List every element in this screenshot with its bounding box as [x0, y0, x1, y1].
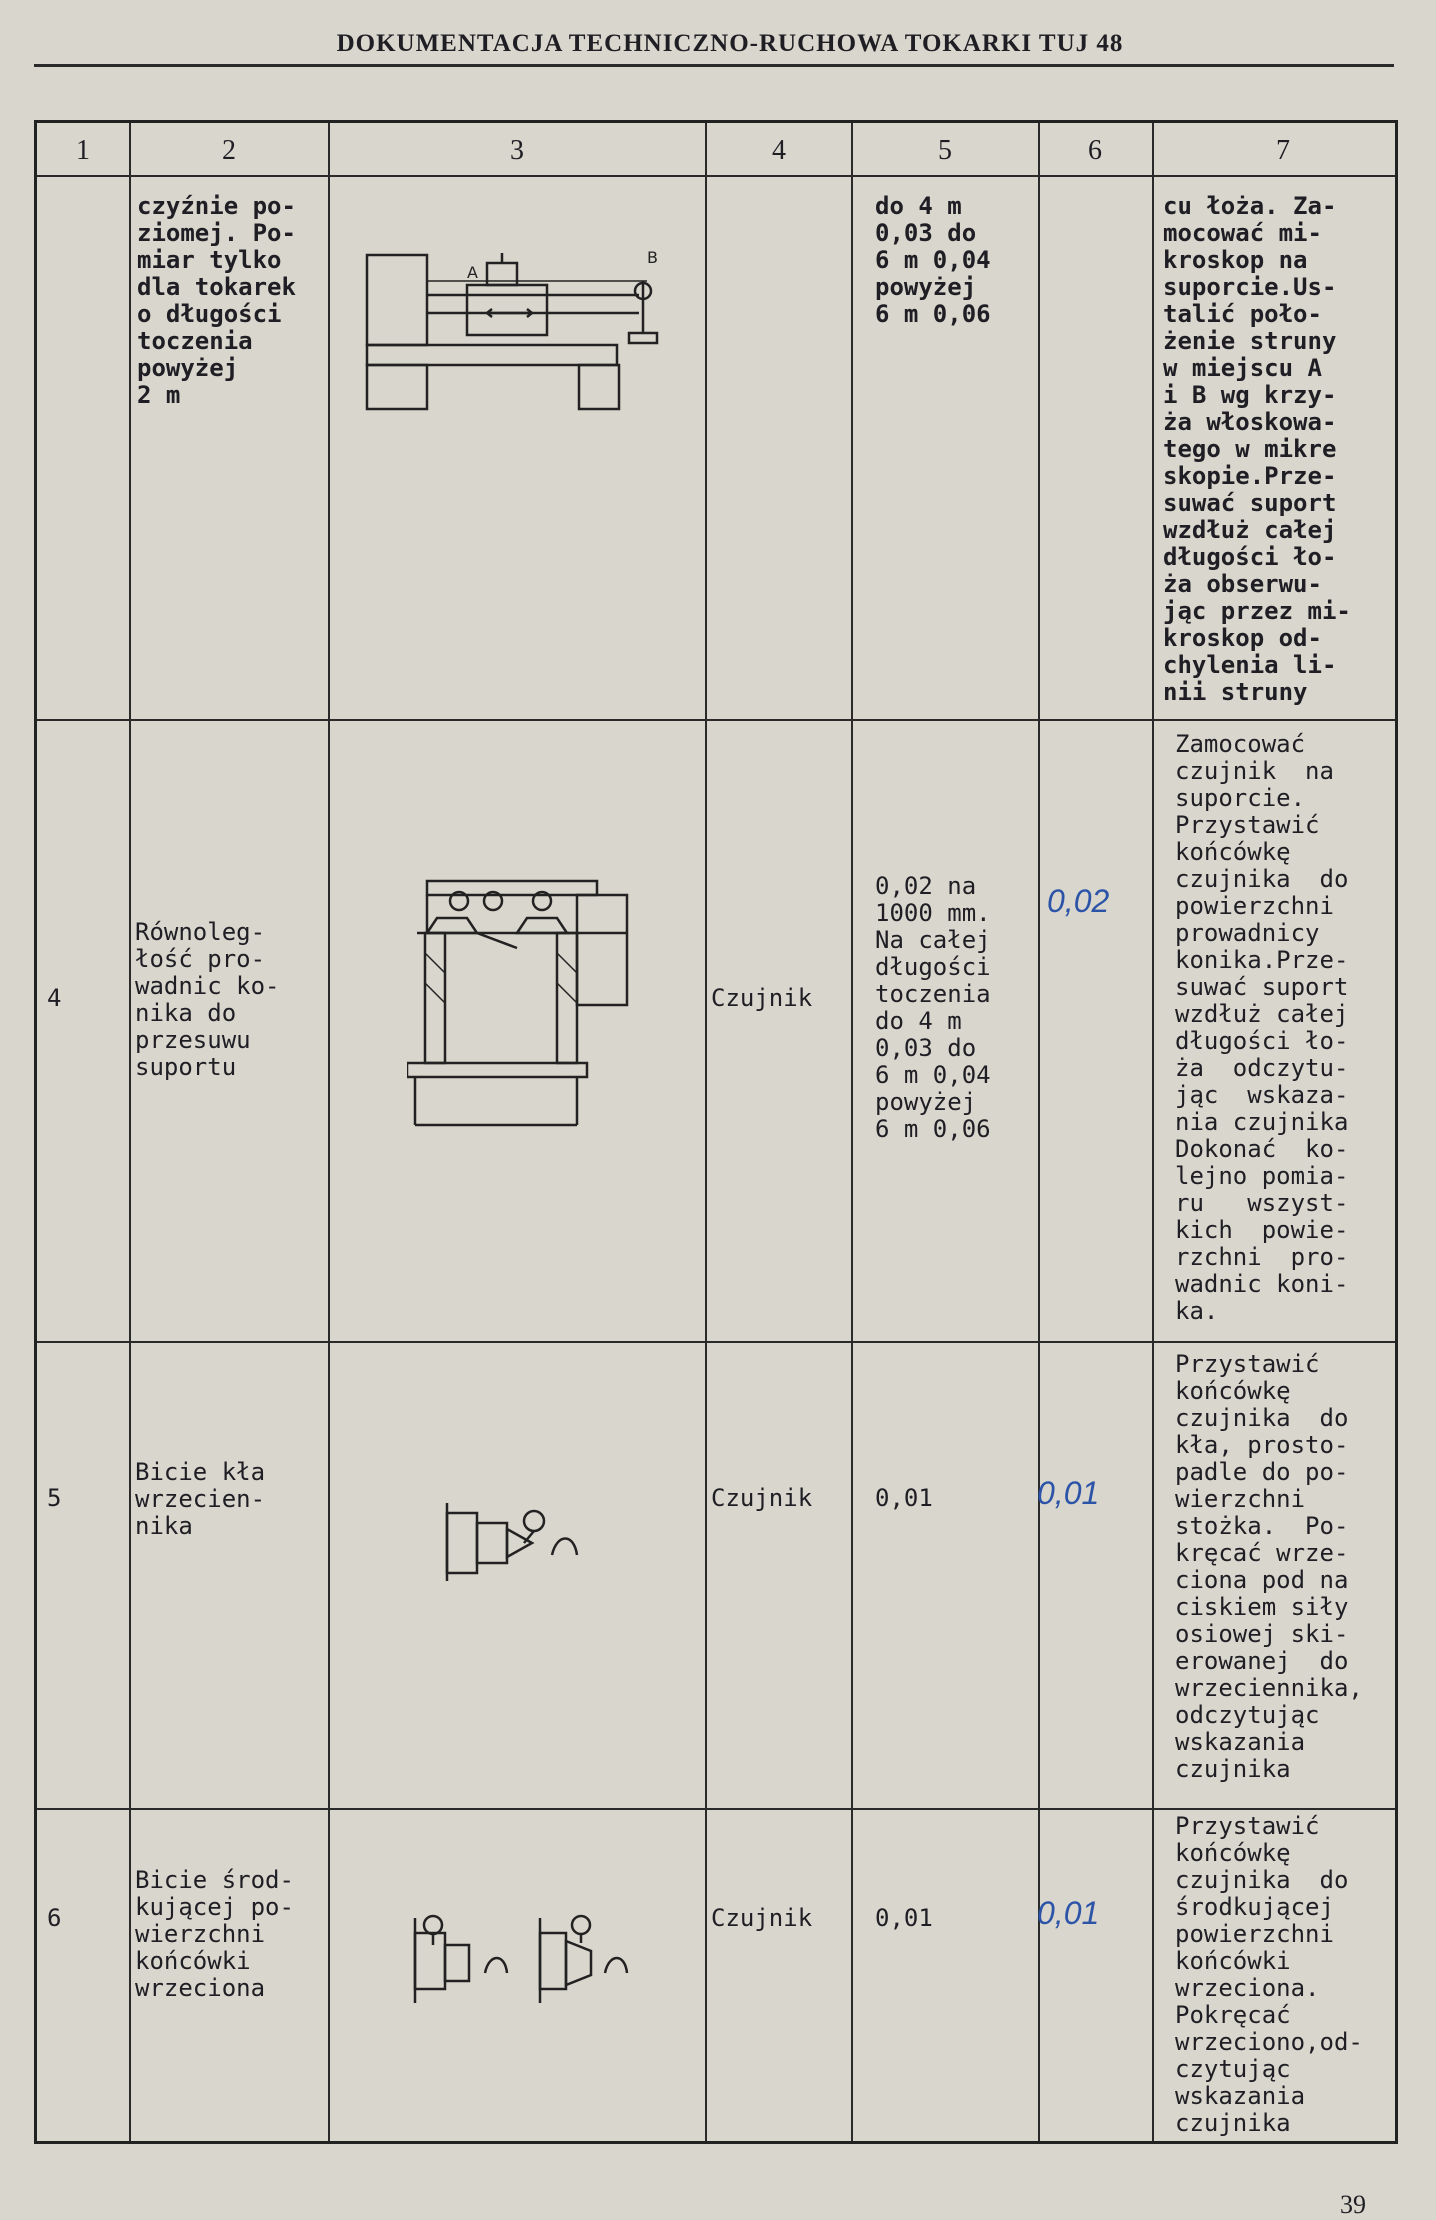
header-divider	[37, 175, 1395, 177]
column-header-3: 3	[510, 135, 524, 166]
row-3-measured: 0,01	[1037, 1475, 1100, 1511]
row-1-method: cu łoża. Za- mocować mi- kroskop na suporcie.Us- talić poło- żenie struny w miejscu A i B wg krzy- ża włoskowa- tego w mikre skopie.Prze- suwać suport wzdłuż całej długości ło- ża obserwu- jąc przez mi- kroskop od- chylenia li- nii struny	[1163, 192, 1351, 706]
figure-label-b: B	[647, 248, 658, 267]
inspection-table	[34, 120, 1398, 2144]
row-2-measured: 0,02	[1047, 883, 1110, 919]
col-divider	[328, 123, 330, 2141]
row-4-name: Bicie środ- kującej po- wierzchni końcówki wrzeciona	[135, 1866, 294, 2002]
row-3-tool: Czujnik	[711, 1484, 813, 1512]
figure-label-a: A	[467, 263, 478, 282]
row-1-name: czyźnie po- ziomej. Po- miar tylko dla tokarek o długości toczenia powyżej 2 m	[137, 192, 296, 409]
row-2-number: 4	[47, 984, 62, 1012]
column-header-2: 2	[222, 135, 236, 166]
row-3-number: 5	[47, 1484, 62, 1512]
row-3-method: Przystawić końcówkę czujnika do kła, prosto- padle do po- wierzchni stożka. Po- kręcać wrze- ciona pod na ciskiem siły osiowej ski- erowanej do wrzeciennika, odczytując wskazania czujnika	[1175, 1350, 1363, 1783]
row-4-tolerance: 0,01	[875, 1904, 933, 1932]
col-divider	[1038, 123, 1040, 2141]
row-3-name: Bicie kła wrzecien- nika	[135, 1458, 266, 1540]
page-header: DOKUMENTACJA TECHNICZNO-RUCHOWA TOKARKI TUJ 48	[336, 30, 1124, 57]
row-divider	[37, 1808, 1395, 1810]
row-divider	[37, 1341, 1395, 1343]
row-4-method: Przystawić końcówkę czujnika do środkującej powierzchni końcówki wrzeciona. Pokręcać wrzeciono,od- czytując wskazania czujnika	[1175, 1812, 1363, 2137]
row-3-tolerance: 0,01	[875, 1484, 933, 1512]
header-rule	[34, 64, 1394, 67]
row-4-tool: Czujnik	[711, 1904, 813, 1932]
row-divider	[37, 719, 1395, 721]
spindle-center-figure	[442, 1493, 622, 1603]
spindle-nose-figure	[405, 1903, 675, 2013]
column-header-6: 6	[1088, 135, 1102, 166]
column-header-1: 1	[76, 135, 90, 166]
row-1-tolerance: do 4 m 0,03 do 6 m 0,04 powyżej 6 m 0,06	[875, 192, 991, 328]
row-2-name: Równoleg- łość pro- wadnic ko- nika do przesuwu suportu	[135, 918, 280, 1081]
row-4-measured: 0,01	[1037, 1895, 1100, 1931]
row-2-method: Zamocować czujnik na suporcie. Przystawić końcówkę czujnika do powierzchni prowadnicy konika.Prze- suwać suport wzdłuż całej długości ło- ża odczytu- jąc wskaza- nia czujnika Dokonać ko- lejno pomia- ru wszyst- kich powie- rzchni pro- wadnic koni- ka.	[1175, 730, 1349, 1325]
tailstock-figure	[407, 873, 647, 1133]
col-divider	[851, 123, 853, 2141]
column-header-7: 7	[1276, 135, 1290, 166]
col-divider	[129, 123, 131, 2141]
column-header-4: 4	[772, 135, 786, 166]
col-divider	[705, 123, 707, 2141]
col-divider	[1152, 123, 1154, 2141]
row-4-number: 6	[47, 1904, 62, 1932]
row-2-tool: Czujnik	[711, 984, 813, 1012]
row-2-tolerance: 0,02 na 1000 mm. Na całej długości toczenia do 4 m 0,03 do 6 m 0,04 powyżej 6 m 0,06	[875, 872, 991, 1143]
lathe-figure	[347, 233, 687, 413]
page-number: 39	[1340, 2190, 1366, 2219]
column-header-5: 5	[938, 135, 952, 166]
